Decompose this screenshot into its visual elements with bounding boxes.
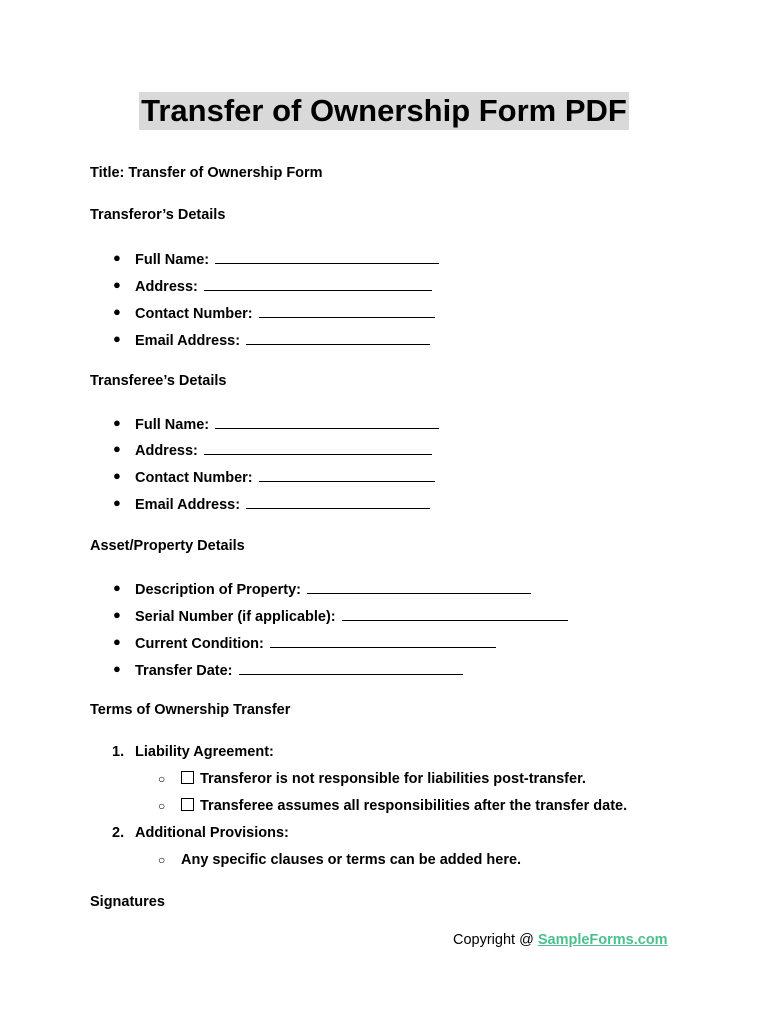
hollow-circle-icon: ○ [158,799,166,813]
fill-in-blank[interactable] [246,494,430,509]
bullet-icon: ● [113,468,121,483]
field-label: Description of Property: [135,582,305,598]
fill-in-blank[interactable] [259,303,435,318]
bullet-icon: ● [113,441,121,456]
field-label: Email Address: [135,333,245,349]
fill-in-blank[interactable] [307,579,531,594]
field-label: Contact Number: [135,470,257,486]
bullet-icon: ● [113,304,121,319]
transferee-heading: Transferee’s Details [90,373,227,389]
copyright-text: Copyright @ [453,932,538,948]
field-label: Transfer Date: [135,663,237,679]
document-title: Transfer of Ownership Form PDF [141,93,627,128]
field-label: Full Name: [135,252,214,268]
title-container [0,92,768,130]
option-label: Transferor is not responsible for liabilities post-transfer. [200,771,586,787]
fill-in-blank[interactable] [215,414,439,429]
field-label: Contact Number: [135,306,257,322]
bullet-icon: ● [113,331,121,346]
list-number: 1. [112,744,125,760]
field-label: Address: [135,279,202,295]
note-text: Any specific clauses or terms can be added here. [181,852,522,868]
bullet-icon: ● [113,277,121,292]
fill-in-blank[interactable] [270,633,496,648]
terms-heading: Terms of Ownership Transfer [90,702,291,718]
option-label: Transferee assumes all responsibilities after the transfer date. [200,798,628,814]
bullet-icon: ● [113,415,121,430]
field-label: Serial Number (if applicable): [135,609,340,625]
fill-in-blank[interactable] [215,249,439,264]
bullet-icon: ● [113,580,121,595]
copyright-footer [453,931,668,949]
asset-heading: Asset/Property Details [90,538,245,554]
bullet-icon: ● [113,607,121,622]
bullet-icon: ● [113,250,121,265]
hollow-circle-icon: ○ [158,772,166,786]
signatures-heading: Signatures [90,894,165,910]
list-item-label: Liability Agreement: [135,744,274,760]
field-label: Email Address: [135,497,245,513]
field-label: Current Condition: [135,636,268,652]
checkbox-icon[interactable] [181,798,194,811]
bullet-icon: ● [113,495,121,510]
fill-in-blank[interactable] [246,330,430,345]
fill-in-blank[interactable] [204,440,432,455]
transferor-heading: Transferor’s Details [90,207,226,223]
list-number: 2. [112,825,125,841]
form-title-line: Title: Transfer of Ownership Form [90,165,323,181]
fill-in-blank[interactable] [239,660,463,675]
bullet-icon: ● [113,634,121,649]
fill-in-blank[interactable] [259,467,435,482]
hollow-circle-icon: ○ [158,853,166,867]
checkbox-icon[interactable] [181,771,194,784]
field-label: Full Name: [135,417,214,433]
fill-in-blank[interactable] [204,276,432,291]
list-item-label: Additional Provisions: [135,825,289,841]
sampleforms-link[interactable]: SampleForms.com [537,932,668,948]
fill-in-blank[interactable] [342,606,568,621]
field-label: Address: [135,443,202,459]
bullet-icon: ● [113,661,121,676]
